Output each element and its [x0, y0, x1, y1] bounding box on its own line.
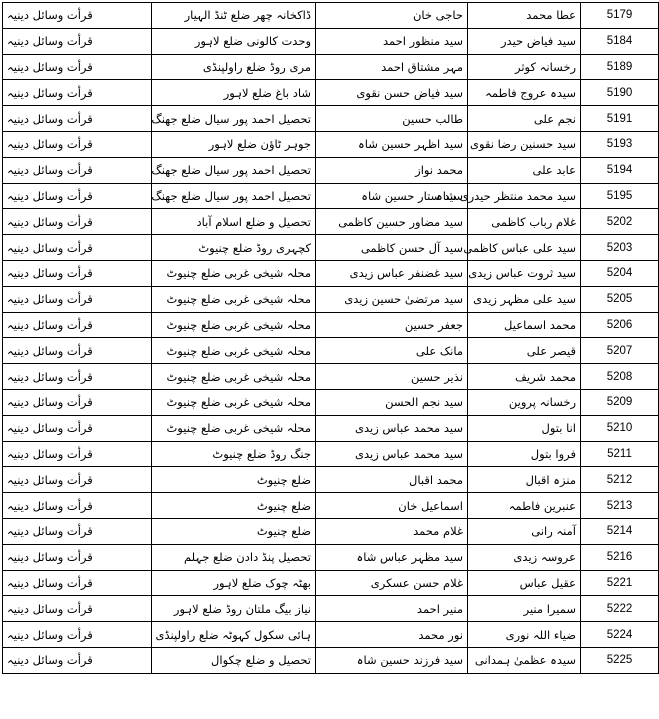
- father-name-cell: سید نجم الحسن: [316, 389, 468, 415]
- father-name-cell: غلام محمد: [316, 518, 468, 544]
- address-cell: ضلع چنیوٹ: [152, 493, 316, 519]
- record-id-cell: 5209: [581, 389, 659, 415]
- record-id-cell: 5190: [581, 80, 659, 106]
- record-id-cell: 5212: [581, 467, 659, 493]
- father-name-cell: سید اظہر حسین شاہ: [316, 131, 468, 157]
- table-row: [3, 183, 659, 209]
- name-cell: رخسانہ کوثر: [468, 54, 581, 80]
- father-name-cell: سید محمد عباس زیدی: [316, 415, 468, 441]
- category-cell: قرأت وسائل دینیہ: [3, 131, 152, 157]
- table-row: [3, 622, 659, 648]
- category-cell: قرأت وسائل دینیہ: [3, 364, 152, 390]
- father-name-cell: سید فیاض حسن نقوی: [316, 80, 468, 106]
- table-row: [3, 28, 659, 54]
- record-id-cell: 5205: [581, 286, 659, 312]
- father-name-cell: سید فرزند حسین شاہ: [316, 647, 468, 673]
- father-name-cell: حاجی خان: [316, 3, 468, 29]
- record-id-cell: 5204: [581, 260, 659, 286]
- address-cell: مری روڈ ضلع راولپنڈی: [152, 54, 316, 80]
- name-cell: منزہ اقبال: [468, 467, 581, 493]
- table-row: [3, 235, 659, 261]
- table-row: [3, 260, 659, 286]
- category-cell: قرأت وسائل دینیہ: [3, 647, 152, 673]
- table-row: [3, 415, 659, 441]
- table-row: [3, 209, 659, 235]
- category-cell: قرأت وسائل دینیہ: [3, 389, 152, 415]
- address-cell: وحدت کالونی ضلع لاہور: [152, 28, 316, 54]
- name-cell: نجم علی: [468, 106, 581, 132]
- address-cell: جوہر ٹاؤن ضلع لاہور: [152, 131, 316, 157]
- category-cell: قرأت وسائل دینیہ: [3, 286, 152, 312]
- name-cell: آمنہ رانی: [468, 518, 581, 544]
- name-cell: محمد شریف: [468, 364, 581, 390]
- category-cell: قرأت وسائل دینیہ: [3, 518, 152, 544]
- table-row: [3, 286, 659, 312]
- table-row: [3, 312, 659, 338]
- record-id-cell: 5211: [581, 441, 659, 467]
- table-row: [3, 131, 659, 157]
- category-cell: قرأت وسائل دینیہ: [3, 570, 152, 596]
- table-row: [3, 3, 659, 29]
- address-cell: تحصیل و ضلع اسلام آباد: [152, 209, 316, 235]
- table-row: [3, 338, 659, 364]
- record-id-cell: 5210: [581, 415, 659, 441]
- name-cell: قیصر علی: [468, 338, 581, 364]
- father-name-cell: غلام حسن عسکری: [316, 570, 468, 596]
- category-cell: قرأت وسائل دینیہ: [3, 312, 152, 338]
- record-id-cell: 5189: [581, 54, 659, 80]
- record-id-cell: 5179: [581, 3, 659, 29]
- father-name-cell: مہر مشتاق احمد: [316, 54, 468, 80]
- record-id-cell: 5206: [581, 312, 659, 338]
- father-name-cell: سید ستار حسین شاہ: [316, 183, 468, 209]
- father-name-cell: جعفر حسین: [316, 312, 468, 338]
- father-name-cell: سید محمد عباس زیدی: [316, 441, 468, 467]
- table-row: [3, 80, 659, 106]
- category-cell: قرأت وسائل دینیہ: [3, 622, 152, 648]
- table-row: [3, 596, 659, 622]
- father-name-cell: سید غضنفر عباس زیدی: [316, 260, 468, 286]
- name-cell: عابد علی: [468, 157, 581, 183]
- category-cell: قرأت وسائل دینیہ: [3, 493, 152, 519]
- address-cell: محلہ شیخی غربی ضلع چنیوٹ: [152, 312, 316, 338]
- record-id-cell: 5213: [581, 493, 659, 519]
- name-cell: سید محمد منتظر حیدری شاہ: [468, 183, 581, 209]
- record-id-cell: 5208: [581, 364, 659, 390]
- name-cell: فروا بتول: [468, 441, 581, 467]
- category-cell: قرأت وسائل دینیہ: [3, 596, 152, 622]
- name-cell: سیدہ عروج فاطمہ: [468, 80, 581, 106]
- category-cell: قرأت وسائل دینیہ: [3, 544, 152, 570]
- father-name-cell: سید منظور احمد: [316, 28, 468, 54]
- records-table: [2, 2, 659, 674]
- name-cell: انا بتول: [468, 415, 581, 441]
- name-cell: عنبرین فاطمہ: [468, 493, 581, 519]
- father-name-cell: نذیر حسین: [316, 364, 468, 390]
- table-row: [3, 157, 659, 183]
- address-cell: شاد باغ ضلع لاہور: [152, 80, 316, 106]
- name-cell: سید علی مظہر زیدی: [468, 286, 581, 312]
- name-cell: غلام رباب کاظمی: [468, 209, 581, 235]
- address-cell: ہائی سکول کہوٹہ ضلع راولپنڈی: [152, 622, 316, 648]
- record-id-cell: 5203: [581, 235, 659, 261]
- table-row: [3, 106, 659, 132]
- record-id-cell: 5216: [581, 544, 659, 570]
- record-id-cell: 5224: [581, 622, 659, 648]
- father-name-cell: نور محمد: [316, 622, 468, 648]
- category-cell: قرأت وسائل دینیہ: [3, 209, 152, 235]
- category-cell: قرأت وسائل دینیہ: [3, 54, 152, 80]
- name-cell: عطا محمد: [468, 3, 581, 29]
- name-cell: سمیرا منیر: [468, 596, 581, 622]
- category-cell: قرأت وسائل دینیہ: [3, 415, 152, 441]
- record-id-cell: 5194: [581, 157, 659, 183]
- address-cell: محلہ شیخی غربی ضلع چنیوٹ: [152, 364, 316, 390]
- father-name-cell: اسماعیل خان: [316, 493, 468, 519]
- record-id-cell: 5207: [581, 338, 659, 364]
- father-name-cell: سید مظہر عباس شاہ: [316, 544, 468, 570]
- category-cell: قرأت وسائل دینیہ: [3, 80, 152, 106]
- record-id-cell: 5221: [581, 570, 659, 596]
- address-cell: بھٹہ چوک ضلع لاہور: [152, 570, 316, 596]
- address-cell: محلہ شیخی غربی ضلع چنیوٹ: [152, 338, 316, 364]
- name-cell: رخسانہ پروین: [468, 389, 581, 415]
- record-id-cell: 5214: [581, 518, 659, 544]
- father-name-cell: مانک علی: [316, 338, 468, 364]
- address-cell: جنگ روڈ ضلع چنیوٹ: [152, 441, 316, 467]
- address-cell: محلہ شیخی غربی ضلع چنیوٹ: [152, 260, 316, 286]
- record-id-cell: 5222: [581, 596, 659, 622]
- name-cell: سید حسنین رضا نقوی: [468, 131, 581, 157]
- address-cell: تحصیل پنڈ دادن ضلع جہلم: [152, 544, 316, 570]
- name-cell: سیدہ عظمیٰ ہمدانی: [468, 647, 581, 673]
- records-body: [3, 3, 659, 674]
- category-cell: قرأت وسائل دینیہ: [3, 338, 152, 364]
- address-cell: محلہ شیخی غربی ضلع چنیوٹ: [152, 389, 316, 415]
- record-id-cell: 5193: [581, 131, 659, 157]
- father-name-cell: منیر احمد: [316, 596, 468, 622]
- record-id-cell: 5225: [581, 647, 659, 673]
- address-cell: تحصیل و ضلع چکوال: [152, 647, 316, 673]
- record-id-cell: 5191: [581, 106, 659, 132]
- father-name-cell: محمد اقبال: [316, 467, 468, 493]
- address-cell: ضلع چنیوٹ: [152, 467, 316, 493]
- father-name-cell: محمد نواز: [316, 157, 468, 183]
- address-cell: تحصیل احمد پور سیال ضلع جھنگ: [152, 157, 316, 183]
- address-cell: ڈاکخانہ چھر ضلع ٹنڈ الہیار: [152, 3, 316, 29]
- table-row: [3, 647, 659, 673]
- table-row: [3, 493, 659, 519]
- category-cell: قرأت وسائل دینیہ: [3, 157, 152, 183]
- table-row: [3, 544, 659, 570]
- table-row: [3, 364, 659, 390]
- category-cell: قرأت وسائل دینیہ: [3, 235, 152, 261]
- address-cell: محلہ شیخی غربی ضلع چنیوٹ: [152, 415, 316, 441]
- name-cell: سید فیاض حیدر: [468, 28, 581, 54]
- category-cell: قرأت وسائل دینیہ: [3, 3, 152, 29]
- address-cell: تحصیل احمد پور سیال ضلع جھنگ: [152, 183, 316, 209]
- record-id-cell: 5195: [581, 183, 659, 209]
- father-name-cell: سید آل حسن کاظمی: [316, 235, 468, 261]
- father-name-cell: طالب حسین: [316, 106, 468, 132]
- name-cell: عقیل عباس: [468, 570, 581, 596]
- name-cell: سید علی عباس کاظمی: [468, 235, 581, 261]
- father-name-cell: سید مضاور حسین کاظمی: [316, 209, 468, 235]
- address-cell: کچہری روڈ ضلع چنیوٹ: [152, 235, 316, 261]
- name-cell: سید ثروت عباس زیدی: [468, 260, 581, 286]
- name-cell: ضیاء اللہ نوری: [468, 622, 581, 648]
- category-cell: قرأت وسائل دینیہ: [3, 183, 152, 209]
- category-cell: قرأت وسائل دینیہ: [3, 441, 152, 467]
- table-row: [3, 467, 659, 493]
- address-cell: ضلع چنیوٹ: [152, 518, 316, 544]
- name-cell: عروسہ زیدی: [468, 544, 581, 570]
- category-cell: قرأت وسائل دینیہ: [3, 106, 152, 132]
- category-cell: قرأت وسائل دینیہ: [3, 260, 152, 286]
- category-cell: قرأت وسائل دینیہ: [3, 28, 152, 54]
- address-cell: محلہ شیخی غربی ضلع چنیوٹ: [152, 286, 316, 312]
- father-name-cell: سید مرتضیٰ حسین زیدی: [316, 286, 468, 312]
- table-row: [3, 389, 659, 415]
- address-cell: نیاز بیگ ملتان روڈ ضلع لاہور: [152, 596, 316, 622]
- table-row: [3, 441, 659, 467]
- name-cell: محمد اسماعیل: [468, 312, 581, 338]
- category-cell: قرأت وسائل دینیہ: [3, 467, 152, 493]
- table-row: [3, 54, 659, 80]
- table-row: [3, 570, 659, 596]
- address-cell: تحصیل احمد پور سیال ضلع جھنگ: [152, 106, 316, 132]
- record-id-cell: 5184: [581, 28, 659, 54]
- record-id-cell: 5202: [581, 209, 659, 235]
- table-row: [3, 518, 659, 544]
